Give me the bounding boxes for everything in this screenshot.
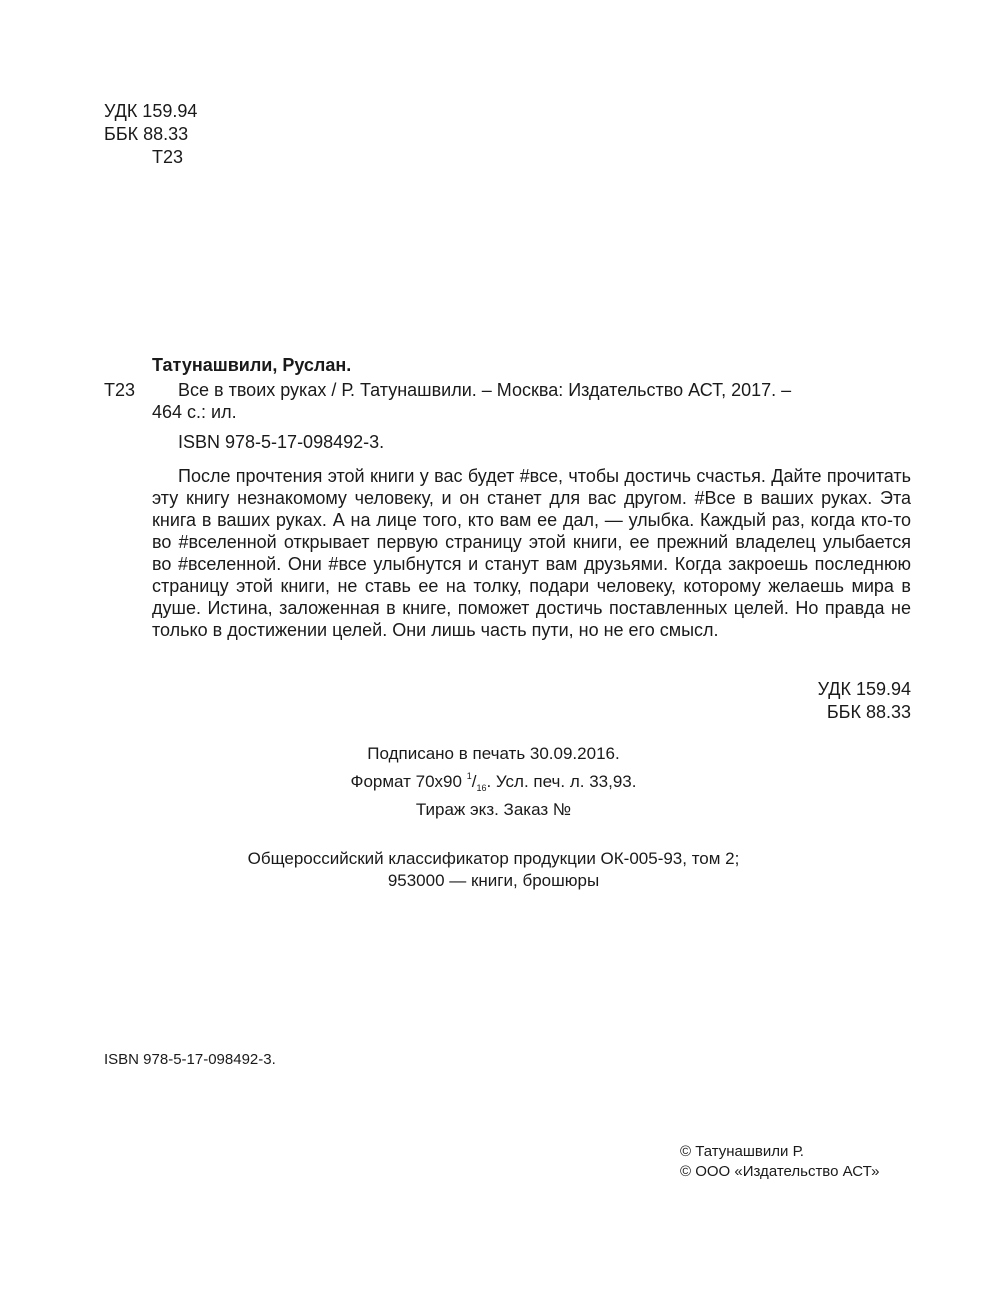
right-bbk-code: ББК 88.33 xyxy=(826,702,911,722)
imprint-signed: Подписано в печать 30.09.2016. xyxy=(367,744,620,763)
catalog-title-line: Все в твоих руках / Р. Татунашвили. – Москва: Издательство АСТ, 2017. – xyxy=(178,380,792,400)
format-suffix: . Усл. печ. л. 33,93. xyxy=(486,772,637,791)
format-slash: / xyxy=(471,772,477,791)
classifier-line-2: 953000 — книги, брошюры xyxy=(387,871,600,890)
copyright-author: © Татунашвили Р. xyxy=(680,1143,804,1160)
format-denominator: 16 xyxy=(476,783,487,793)
catalog-isbn: ISBN 978-5-17-098492-3. xyxy=(178,432,385,452)
udk-code: УДК 159.94 xyxy=(104,101,198,121)
imprint-info xyxy=(0,743,987,821)
imprint-format xyxy=(0,765,987,799)
catalog-pages-line: 464 с.: ил. xyxy=(152,402,237,422)
author-mark: Т23 xyxy=(152,147,184,167)
top-classification-codes xyxy=(104,100,197,169)
classifier-line-1: Общероссийский классификатор продукции ОК-005-93, том 2; xyxy=(247,849,740,868)
bottom-isbn: ISBN 978-5-17-098492-3. xyxy=(104,1051,276,1068)
format-prefix: Формат 70x90 xyxy=(350,772,467,791)
right-classification-codes xyxy=(818,678,911,724)
bbk-code: ББК 88.33 xyxy=(104,124,189,144)
imprint-circulation: Тираж экз. Заказ № xyxy=(415,800,572,819)
format-numerator: 1 xyxy=(466,771,472,781)
catalog-author: Татунашвили, Руслан. xyxy=(152,355,352,375)
right-udk-code: УДК 159.94 xyxy=(817,679,911,699)
product-classifier xyxy=(0,848,987,892)
annotation xyxy=(152,465,911,641)
copyright-block xyxy=(680,1142,879,1182)
catalog-description xyxy=(152,379,913,423)
copyright-publisher: © ООО «Издательство АСТ» xyxy=(680,1163,880,1180)
catalog-author-mark: Т23 xyxy=(104,380,136,400)
annotation-text: После прочтения этой книги у вас будет #все, чтобы достичь счастья. Дайте прочитать эту книгу незнакомому человеку, и он станет для вас другом. #Все в ваших руках. Эта книга в ваших руках. А на лице того, кто вам ее дал, — улыбка. Каждый раз, когда кто-то во #вселенной открывает первую страницу этой книги, ее прежний владелец улыбается во #вселенной. Они #все улыбнутся и станут вам друзьями. Когда закроешь последнюю страницу этой книги, не ставь ее на толку, подари человеку, которому желаешь мира в душе. Истина, заложенная в книге, поможет достичь поставленных целей. Но правда не только в достижении целей. Они лишь часть пути, но не его смысл. xyxy=(152,466,911,640)
